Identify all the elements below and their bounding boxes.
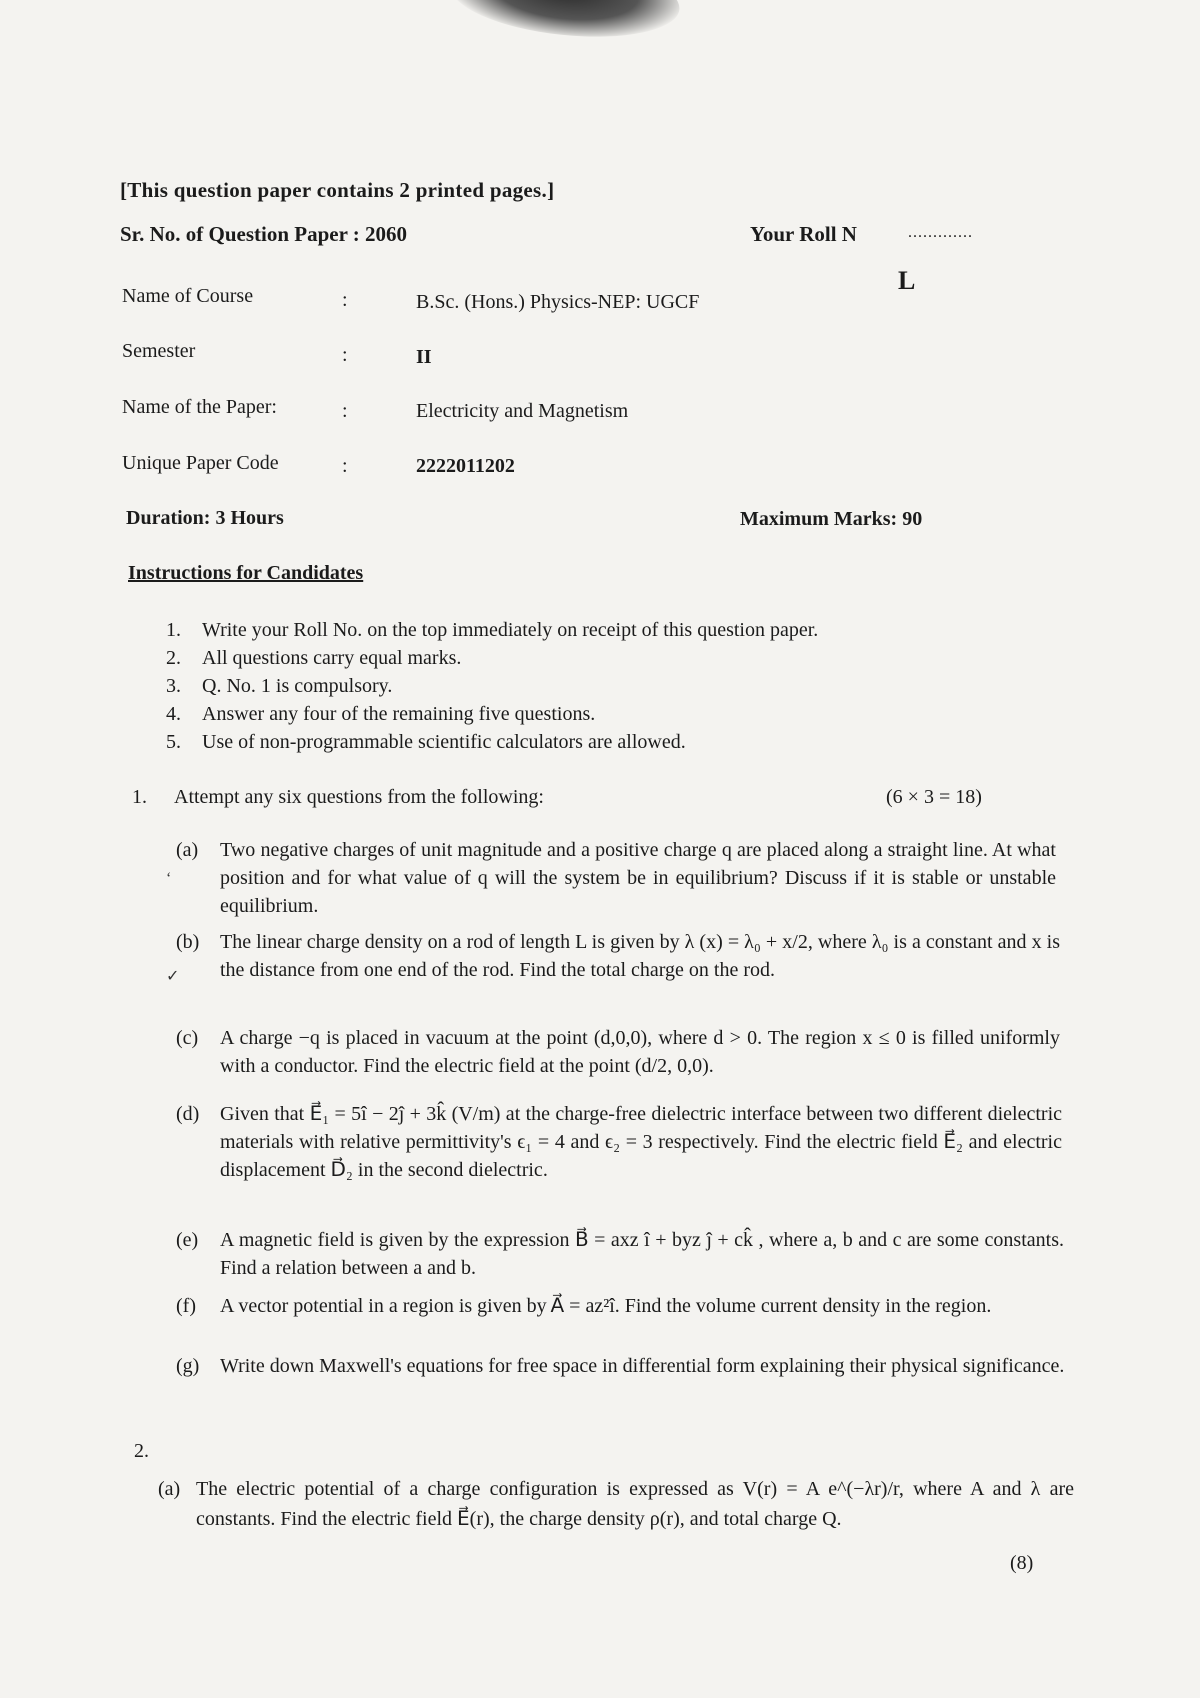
course-colon: : xyxy=(342,289,348,311)
paper-name-value: Electricity and Magnetism xyxy=(416,400,629,422)
maximum-marks: Maximum Marks: 90 xyxy=(740,508,923,530)
tick-mark-icon: ✓ xyxy=(166,968,180,985)
semester-label: Semester xyxy=(122,340,196,362)
course-label: Name of Course xyxy=(122,285,254,307)
instructions-title: Instructions for Candidates xyxy=(128,562,364,584)
instruction-item: 4. Answer any four of the remaining five questions. xyxy=(166,703,596,725)
instructions-list xyxy=(166,616,818,756)
question-1d: (d) Given that E⃗₁ = 5î − 2ĵ + 3k̂ (V/m) at the charge-free dielectric interface between two different dielectric materials with relative permittivity's ϵ₁ = 4 and ϵ₂ = 3 respectively. Find the electric field E⃗₂ and electric displacement D⃗₂ in the second dielectric. xyxy=(176,1103,1062,1181)
paper-name-colon: : xyxy=(342,400,348,422)
tick-mark-icon: ʻ xyxy=(166,870,172,887)
course-value: B.Sc. (Hons.) Physics-NEP: UGCF xyxy=(416,291,700,313)
question-1g: (g) Write down Maxwell's equations for free space in differential form explaining their physical significance. xyxy=(176,1355,1065,1377)
question-2-number: 2. xyxy=(134,1440,149,1462)
instruction-item: 3. Q. No. 1 is compulsory. xyxy=(166,675,393,697)
question-1b: (b) The linear charge density on a rod of length L is given by λ (x) = λ₀ + x/2, where λ₀ is a constant and x is the distance from one end of the rod. Find the total charge on the rod. xyxy=(176,931,1060,981)
paper-code-label: Unique Paper Code xyxy=(122,452,279,474)
question-1-text: Attempt any six questions from the following: xyxy=(174,786,544,808)
question-1e: (e) A magnetic field is given by the expression B⃗ = axz î + byz ĵ + ck̂ , where a, b and c are some constants. Find a relation between a and b. xyxy=(176,1229,1064,1279)
roll-number-blank: ............. xyxy=(908,224,973,241)
question-1-number: 1. xyxy=(132,786,147,808)
set-letter: L xyxy=(898,266,916,295)
instruction-item: 5. Use of non-programmable scientific calculators are allowed. xyxy=(166,731,686,753)
instruction-item: 1. Write your Roll No. on the top immediately on receipt of this question paper. xyxy=(166,619,819,641)
duration: Duration: 3 Hours xyxy=(126,507,284,529)
question-2a-marks: (8) xyxy=(1010,1552,1034,1574)
serial-number: Sr. No. of Question Paper : 2060 xyxy=(120,222,408,246)
semester-value: II xyxy=(416,346,432,368)
question-2a: (a) The electric potential of a charge configuration is expressed as V(r) = A e^(−λr)/r, where A and λ are constants. Find the electric field E⃗(r), the charge density ρ(r), and total charge Q. xyxy=(158,1478,1074,1530)
instruction-item: 2. All questions carry equal marks. xyxy=(166,647,462,669)
paper-code-value: 2222011202 xyxy=(416,455,515,477)
question-1f: (f) A vector potential in a region is given by A⃗ = az²î. Find the volume current density in the region. xyxy=(176,1295,992,1317)
semester-colon: : xyxy=(342,344,348,366)
question-1a: (a) Two negative charges of unit magnitude and a positive charge q are placed along a straight line. At what position and for what value of q will the system be in equilibrium? Discuss if it is stable or unstable equilibrium. xyxy=(176,839,1056,917)
paper-code-colon: : xyxy=(342,455,348,477)
paper-name-label: Name of the Paper: xyxy=(122,396,277,418)
scan-smudge xyxy=(447,0,684,47)
page-count-note: [This question paper contains 2 printed pages.] xyxy=(120,178,555,202)
question-1c: (c) A charge −q is placed in vacuum at the point (d,0,0), where d > 0. The region x ≤ 0 is filled uniformly with a conductor. Find the electric field at the point (d/2, 0,0). xyxy=(176,1027,1060,1077)
roll-number-label: Your Roll N xyxy=(750,222,857,246)
question-1-marks: (6 × 3 = 18) xyxy=(886,786,982,808)
